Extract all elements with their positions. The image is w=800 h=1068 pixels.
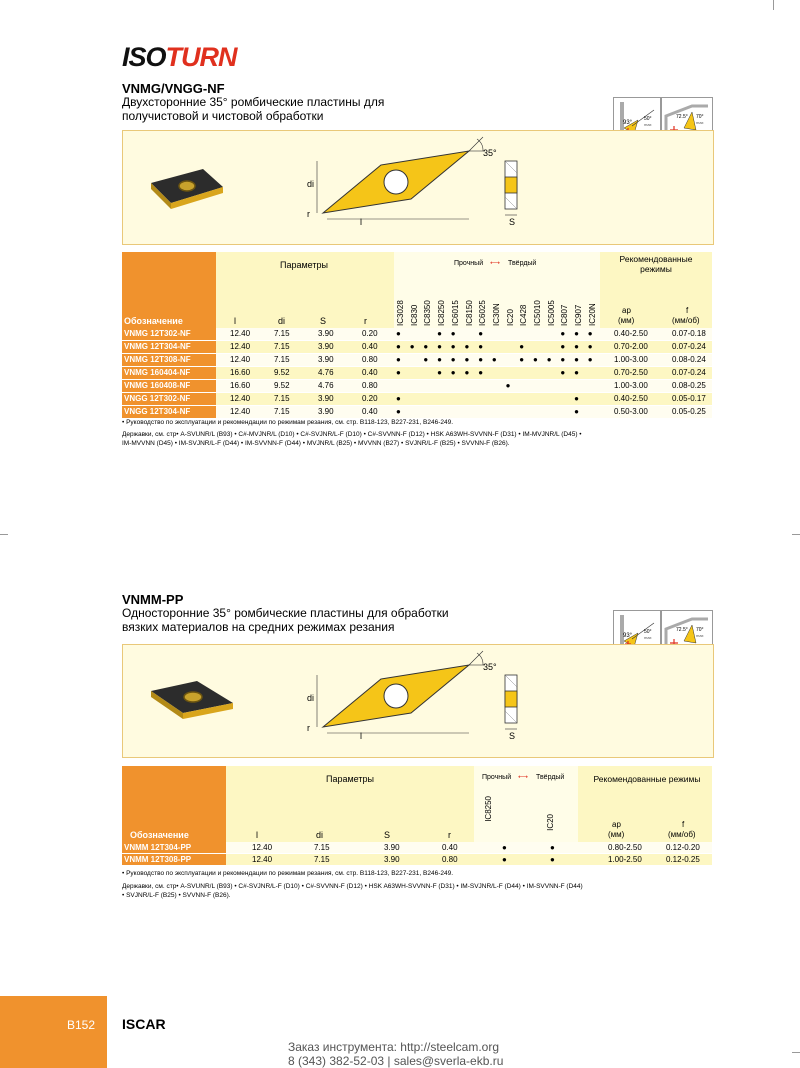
- f-cell: 0.07-0.18: [672, 329, 706, 338]
- col-s: S: [320, 316, 327, 326]
- f-cell: 0.08-0.25: [672, 381, 706, 390]
- grade-dot: ●: [409, 342, 415, 351]
- page-number: B152: [66, 1018, 95, 1032]
- grade-dot: ●: [396, 355, 401, 364]
- grade-dot: ●: [574, 394, 579, 403]
- grade-dot: ●: [550, 843, 555, 852]
- designation-cell: VNMG 160404-NF: [122, 367, 216, 379]
- designation-cell: VNGG 12T304-NF: [122, 406, 216, 418]
- note-holders-2b: • SVJNR/L-F (B25) • SVVNN-F (B26).: [122, 892, 231, 899]
- table-row: [122, 354, 712, 367]
- designation-label: Обозначение: [130, 830, 189, 840]
- ap-cell: 1.00-2.50: [608, 855, 642, 864]
- grade-header: IC8150: [464, 300, 474, 326]
- table-row: [122, 367, 712, 380]
- param-r-cell: 0.80: [362, 355, 378, 364]
- grade-dot: ●: [464, 368, 470, 377]
- param-r-cell: 0.80: [362, 381, 378, 390]
- r-label: r: [307, 209, 310, 219]
- designation-cell: VNMG 12T302-NF: [122, 328, 216, 340]
- f-cell: 0.07-0.24: [672, 342, 706, 351]
- grade-header: IC6015: [450, 300, 460, 326]
- param-s-cell: 3.90: [384, 843, 400, 852]
- table-row: [122, 842, 712, 854]
- max-label: max: [696, 120, 704, 125]
- recommended-header: [578, 766, 712, 842]
- ap-cell: 1.00-3.00: [614, 355, 648, 364]
- grade-dot: ●: [574, 329, 579, 338]
- grade-dot: ●: [464, 355, 470, 364]
- di-label: di: [307, 179, 315, 189]
- section2-subtitle-1: Односторонние 35° ромбические пластины для обработки: [122, 606, 449, 620]
- ap-cell: 0.70-2.50: [614, 368, 648, 377]
- crop-mark: [792, 534, 800, 535]
- table-row: [122, 328, 712, 341]
- grade-dot: ●: [437, 368, 442, 377]
- grade-dot: ●: [437, 329, 442, 338]
- ap-cell: 0.80-2.50: [608, 843, 642, 852]
- param-s-cell: 3.90: [384, 855, 400, 864]
- angle-label: 35°: [483, 662, 497, 672]
- section1-subtitle-2: получистовой и чистовой обработки: [122, 109, 324, 123]
- page-tab: [0, 996, 107, 1068]
- angle-label: 70°: [696, 627, 704, 633]
- ap-cell: 0.40-2.50: [614, 394, 648, 403]
- section1-subtitle-1: Двухсторонние 35° ромбические пластины для: [122, 95, 385, 109]
- grade-dot: ●: [464, 342, 470, 351]
- f-cell: 0.12-0.25: [666, 855, 700, 864]
- section2-title: VNMM-PP: [122, 592, 184, 607]
- contact-line[interactable]: 8 (343) 382-52-03 | sales@sverla-ekb.ru: [288, 1054, 504, 1068]
- col-l: l: [234, 316, 236, 326]
- param-di-cell: 9.52: [274, 368, 290, 377]
- grade-dot: ●: [550, 855, 555, 864]
- grade-dot: ●: [519, 342, 525, 351]
- grade-header: IC6025: [478, 300, 488, 326]
- f-cell: 0.08-0.24: [672, 355, 706, 364]
- grade-header: IC5005: [546, 300, 556, 326]
- grade-dot: ●: [574, 342, 579, 351]
- grade-header: IC807: [560, 304, 570, 326]
- table-row: [122, 380, 712, 393]
- grades-header: [394, 252, 601, 328]
- s-label: S: [509, 217, 516, 227]
- param-l-cell: 12.40: [230, 329, 251, 338]
- param-l-cell: 16.60: [230, 381, 251, 390]
- angle-label: 72.5°: [676, 627, 688, 633]
- grade-dot: ●: [478, 368, 484, 377]
- param-s-cell: 3.90: [318, 407, 334, 416]
- crop-mark: [773, 0, 774, 10]
- param-r-cell: 0.40: [362, 368, 378, 377]
- param-r-cell: 0.40: [362, 342, 378, 351]
- f-cell: 0.05-0.25: [672, 407, 706, 416]
- designation-label: Обозначение: [124, 316, 183, 326]
- param-l-cell: 12.40: [252, 855, 273, 864]
- strong-label: Прочный: [454, 260, 484, 267]
- designation-cell: VNMG 12T308-NF: [122, 354, 216, 366]
- l-label: l: [360, 217, 362, 227]
- col-di: di: [316, 830, 324, 840]
- grade-header: IC3028: [396, 300, 405, 326]
- arrow-icon: ⟷: [518, 774, 529, 781]
- isoturn-logo: [122, 42, 237, 73]
- hard-label: Твёрдый: [536, 774, 565, 781]
- angle-label: 35°: [483, 148, 497, 158]
- spec-table-2: [122, 766, 712, 866]
- col-l: l: [256, 830, 258, 840]
- grade-header: IC20: [546, 814, 555, 831]
- grade-dot: ●: [396, 342, 401, 351]
- grade-dot: ●: [491, 355, 497, 364]
- params-header: [216, 252, 395, 328]
- grade-dot: ●: [502, 843, 507, 852]
- param-l-cell: 12.40: [230, 342, 251, 351]
- grade-dot: ●: [502, 855, 507, 864]
- grade-dot: ●: [478, 329, 484, 338]
- params-header: [226, 766, 475, 842]
- angle-label: 50°: [644, 629, 652, 635]
- param-r-cell: 0.40: [442, 843, 458, 852]
- ap-label: ap: [612, 820, 621, 829]
- param-di-cell: 7.15: [274, 329, 290, 338]
- recommended-header: [600, 252, 712, 328]
- grade-dot: ●: [450, 342, 456, 351]
- param-s-cell: 4.76: [318, 368, 334, 377]
- ap-cell: 0.40-2.50: [614, 329, 648, 338]
- grade-dot: ●: [478, 342, 484, 351]
- param-l-cell: 12.40: [230, 407, 251, 416]
- ap-label: ap: [622, 306, 631, 315]
- table-row: [122, 854, 712, 866]
- param-s-cell: 3.90: [318, 329, 334, 338]
- grade-header: IC907: [574, 304, 584, 326]
- f-cell: 0.05-0.17: [672, 394, 706, 403]
- grade-dot: ●: [423, 342, 429, 351]
- designation-cell: VNMM 12T304-PP: [122, 842, 226, 853]
- param-di-cell: 9.52: [274, 381, 290, 390]
- col-s: S: [384, 830, 391, 840]
- grade-dot: ●: [396, 368, 401, 377]
- grade-dot: ●: [574, 355, 579, 364]
- logo-iso-text: ISO: [122, 42, 166, 72]
- grade-dot: ●: [587, 355, 593, 364]
- param-r-cell: 0.20: [362, 329, 378, 338]
- crop-mark: [792, 1052, 800, 1053]
- grade-dot: ●: [587, 342, 593, 351]
- ap-cell: 1.00-3.00: [614, 381, 648, 390]
- param-l-cell: 12.40: [252, 843, 273, 852]
- grade-dot: ●: [450, 355, 456, 364]
- grade-dot: ●: [587, 329, 593, 338]
- angle-label: 93°: [623, 120, 633, 126]
- angle-label: 70°: [696, 114, 704, 120]
- f-cell: 0.07-0.24: [672, 368, 706, 377]
- note-holders-1a: Державки, см. стр• A-SVUNR/L (B93) • C#-MVJNR/L (D10) • C#-SVJNR/L-F (D10) • C#-SVVNN-F (D12) • HSK A63WH-SVVNN-F (D31) • IM-MVJNR/L (D45) •: [122, 431, 582, 438]
- max-label: max: [696, 633, 704, 638]
- grade-dot: ●: [450, 329, 456, 338]
- params-label: Параметры: [326, 774, 374, 784]
- param-r-cell: 0.20: [362, 394, 378, 403]
- grade-dot: ●: [574, 407, 579, 416]
- recommended-label: Рекомендованные режимы: [619, 254, 693, 274]
- grade-dot: ●: [437, 342, 442, 351]
- grade-dot: ●: [450, 368, 456, 377]
- insert-diagram-1: [122, 130, 714, 245]
- param-l-cell: 12.40: [230, 394, 251, 403]
- param-s-cell: 3.90: [318, 355, 334, 364]
- f-cell: 0.12-0.20: [666, 843, 700, 852]
- f-unit: (мм/об): [672, 316, 700, 325]
- order-line[interactable]: Заказ инструмента: http://steelcam.org: [288, 1040, 500, 1054]
- max-label: max: [644, 122, 652, 127]
- param-s-cell: 3.90: [318, 342, 334, 351]
- f-unit: (мм/об): [668, 830, 696, 839]
- grade-dot: ●: [396, 329, 401, 338]
- ap-cell: 0.70-2.00: [614, 342, 648, 351]
- grade-dot: ●: [396, 394, 401, 403]
- max-label: max: [644, 635, 652, 640]
- insert-diagram-2: [122, 644, 714, 758]
- grade-dot: ●: [546, 355, 552, 364]
- grade-header: IC428: [519, 304, 529, 326]
- grade-dot: ●: [505, 381, 511, 390]
- designation-header: [122, 252, 216, 328]
- r-label: r: [307, 723, 310, 733]
- param-di-cell: 7.15: [274, 394, 290, 403]
- arrow-icon: ⟷: [490, 260, 501, 267]
- grade-dot: ●: [560, 342, 566, 351]
- grade-dot: ●: [560, 368, 566, 377]
- ap-unit: (мм): [618, 316, 635, 325]
- grade-dot: ●: [533, 355, 538, 364]
- table-row: [122, 393, 712, 406]
- param-l-cell: 16.60: [230, 368, 251, 377]
- grade-dot: ●: [423, 355, 429, 364]
- designation-cell: VNMM 12T308-PP: [122, 854, 226, 865]
- crop-mark: [0, 534, 8, 535]
- param-di-cell: 7.15: [274, 342, 290, 351]
- spec-table-1: [122, 252, 712, 419]
- grade-header: IC8250: [437, 300, 447, 326]
- table-row: [122, 341, 712, 354]
- grade-dot: ●: [574, 368, 579, 377]
- grade-dot: ●: [396, 407, 401, 416]
- grade-header: IC830: [409, 304, 419, 326]
- logo-turn-text: TURN: [165, 42, 237, 72]
- angle-label: 93°: [623, 633, 633, 639]
- params-label: Параметры: [280, 260, 328, 270]
- note-holders-2a: Державки, см. стр• A-SVUNR/L (B93) • C#-SVJNR/L-F (D10) • C#-SVVNN-F (D12) • HSK A63WH-SVVNN-F (D31) • IM-SVJNR/L-F (D44) • IM-SVVNN-F (D44): [122, 883, 583, 890]
- designation-header: [122, 766, 226, 842]
- l-label: l: [360, 731, 362, 741]
- designation-cell: VNMG 12T304-NF: [122, 341, 216, 353]
- angle-label: 50°: [644, 116, 652, 122]
- designation-cell: VNGG 12T302-NF: [122, 393, 216, 405]
- brand-name: ISCAR: [122, 1016, 166, 1032]
- param-di-cell: 7.15: [274, 355, 290, 364]
- section2-subtitle-2: вязких материалов на средних режимах резания: [122, 620, 395, 634]
- strong-label: Прочный: [482, 774, 512, 781]
- param-l-cell: 12.40: [230, 355, 251, 364]
- f-label: f: [686, 306, 689, 315]
- param-s-cell: 4.76: [318, 381, 334, 390]
- grade-header: IC8250: [484, 796, 493, 822]
- note-guide-2: • Руководство по эксплуатации и рекомендации по режимам резания, см. стр. B118-123, B227-231, B246-249.: [122, 870, 454, 877]
- param-di-cell: 7.15: [314, 843, 330, 852]
- ap-unit: (мм): [608, 830, 625, 839]
- grade-header: IC20N: [587, 303, 597, 326]
- col-r: r: [364, 316, 367, 326]
- grade-header: IC30N: [491, 303, 501, 326]
- hard-label: Твёрдый: [508, 260, 537, 267]
- param-di-cell: 7.15: [274, 407, 290, 416]
- designation-cell: VNMG 160408-NF: [122, 380, 216, 392]
- grades-header: [474, 766, 579, 842]
- f-label: f: [682, 820, 685, 829]
- recommended-label: Рекомендованные режимы: [593, 774, 701, 784]
- section1-title: VNMG/VNGG-NF: [122, 81, 225, 96]
- angle-label: 72.5°: [676, 114, 688, 120]
- col-r: r: [448, 830, 451, 840]
- ap-cell: 0.50-3.00: [614, 407, 648, 416]
- param-r-cell: 0.80: [442, 855, 458, 864]
- param-r-cell: 0.40: [362, 407, 378, 416]
- grade-header: IC20: [505, 309, 515, 326]
- note-holders-1b: IM-MVVNN (D45) • IM-SVJNR/L-F (D44) • IM-SVVNN-F (D44) • MVJNR/L (B25) • MVVNN (B27) • SVJNR/L-F (B25) • SVVNN-F (B26).: [122, 440, 510, 447]
- grade-dot: ●: [519, 355, 525, 364]
- di-label: di: [307, 693, 315, 703]
- note-guide-1: • Руководство по эксплуатации и рекомендации по режимам резания, см. стр. B118-123, B227-231, B246-249.: [122, 419, 454, 426]
- grade-header: IC5010: [533, 300, 542, 326]
- grade-dot: ●: [478, 355, 484, 364]
- s-label: S: [509, 731, 516, 741]
- grade-dot: ●: [437, 355, 442, 364]
- param-di-cell: 7.15: [314, 855, 330, 864]
- grade-dot: ●: [560, 355, 566, 364]
- grade-dot: ●: [560, 329, 566, 338]
- grade-header: IC8350: [423, 300, 433, 326]
- param-s-cell: 3.90: [318, 394, 334, 403]
- col-di: di: [278, 316, 286, 326]
